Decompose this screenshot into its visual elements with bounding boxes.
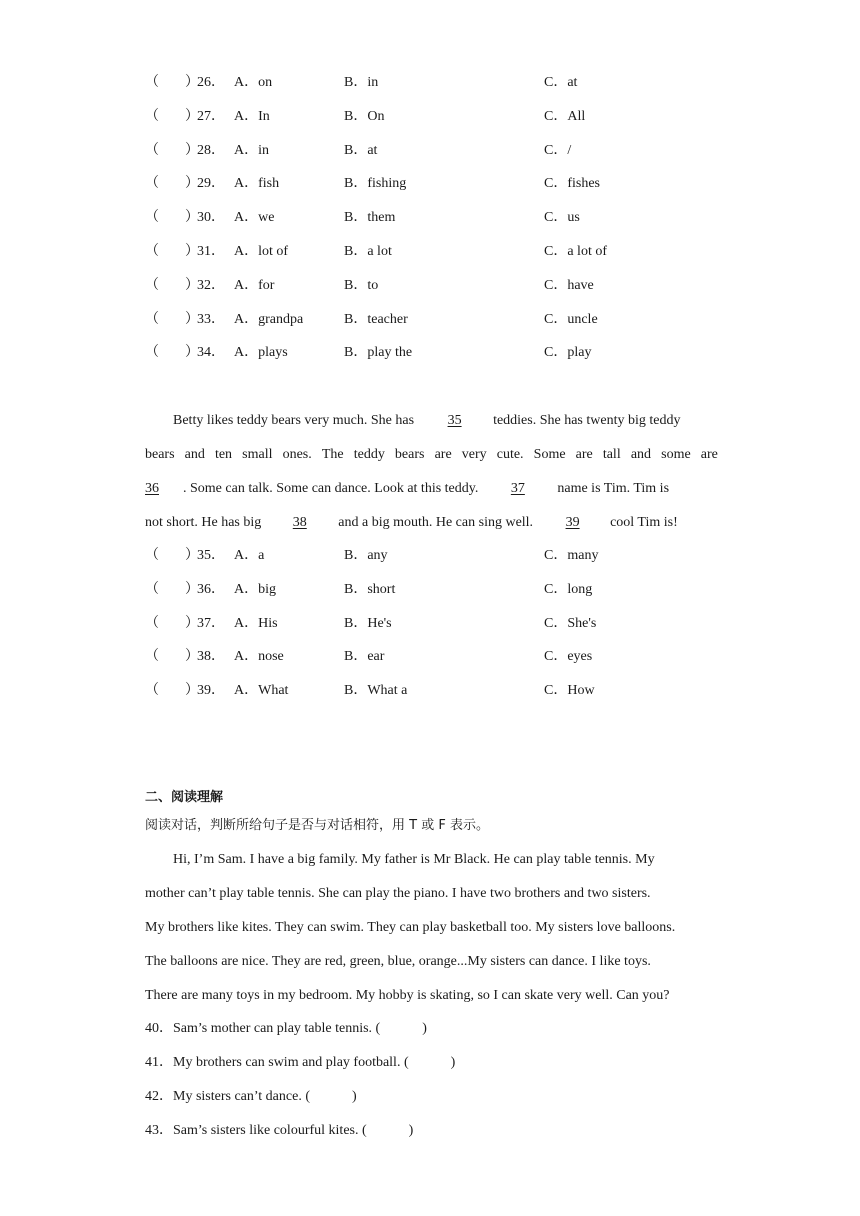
option-b: B．them — [344, 210, 396, 226]
answer-paren-close: ） — [185, 345, 199, 361]
option-c: C．uncle — [544, 311, 598, 327]
passage-word: cute. — [496, 447, 524, 462]
answer-paren-open: （ — [145, 108, 159, 124]
passage-word: are — [575, 447, 593, 462]
answer-paren-close: ） — [185, 176, 199, 192]
statement-42: 42．My sisters can’t dance. ( ) — [145, 1089, 357, 1104]
blank-38: 38 — [292, 515, 307, 530]
blank-35: 35 — [447, 413, 462, 428]
question-number: 32． — [197, 277, 225, 293]
passage-word: teddy — [353, 447, 385, 462]
answer-paren-open: （ — [145, 649, 159, 665]
option-a: A．His — [234, 615, 278, 631]
option-c: C．have — [544, 277, 594, 293]
option-a: A．we — [234, 210, 275, 226]
question-number: 38． — [197, 649, 225, 665]
option-a: A．on — [234, 75, 273, 90]
answer-paren-open: （ — [145, 75, 159, 90]
question-number: 35． — [197, 548, 225, 563]
passage-word: are — [700, 447, 718, 462]
passage-text: name is Tim. Tim is — [557, 481, 670, 496]
option-c: C．long — [544, 581, 593, 597]
answer-paren-close: ） — [185, 277, 199, 293]
passage-word: and — [184, 447, 205, 462]
answer-paren-open: （ — [145, 210, 159, 226]
question-number: 33． — [197, 311, 225, 327]
passage-text: teddies. She has twenty big teddy — [493, 413, 681, 428]
option-b: B．short — [344, 581, 396, 597]
passage-word: bears — [145, 447, 175, 462]
option-b: B．fishing — [344, 176, 407, 192]
passage-word: ones. — [282, 447, 312, 462]
question-number: 26． — [197, 75, 225, 90]
statement-43: 43．Sam’s sisters like colourful kites. ( ) — [145, 1123, 414, 1138]
answer-paren-close: ） — [185, 210, 199, 226]
answer-paren-open: （ — [145, 244, 159, 259]
reading-line-5: There are many toys in my bedroom. My hobby is skating, so I can skate very well. Can you? — [145, 988, 670, 1003]
statement-41: 41．My brothers can swim and play football. ( ) — [145, 1055, 456, 1070]
answer-paren-close: ） — [185, 142, 199, 158]
answer-paren-open: （ — [145, 683, 159, 699]
option-a: A．big — [234, 581, 276, 597]
option-c: C．/ — [544, 142, 572, 158]
passage-word: ten — [214, 447, 233, 462]
blank-37: 37 — [510, 481, 525, 496]
answer-paren-open: （ — [145, 615, 159, 631]
option-a: A．What — [234, 683, 289, 699]
passage-text: . Some can talk. Some can dance. Look at this teddy. — [183, 481, 479, 496]
option-a: A．grandpa — [234, 311, 304, 327]
answer-paren-close: ） — [185, 108, 199, 124]
option-c: C．eyes — [544, 649, 593, 665]
statement-40: 40．Sam’s mother can play table tennis. ( ) — [145, 1021, 427, 1036]
question-number: 28． — [197, 142, 225, 158]
option-b: B．any — [344, 548, 388, 563]
option-b: B．to — [344, 277, 379, 293]
question-number: 29． — [197, 176, 225, 192]
question-number: 34． — [197, 345, 225, 361]
passage-text: not short. He has big — [145, 515, 262, 530]
option-c: C．at — [544, 75, 578, 90]
section-title: 二、阅读理解 — [145, 790, 224, 805]
option-a: A．lot of — [234, 244, 289, 259]
passage-word: are — [434, 447, 452, 462]
passage-line-3 — [145, 479, 718, 499]
option-b: B．teacher — [344, 311, 408, 327]
answer-paren-close: ） — [185, 683, 199, 699]
passage-text: cool Tim is! — [610, 515, 678, 530]
option-a: A．In — [234, 108, 270, 124]
question-number: 31． — [197, 244, 225, 259]
reading-line-4: The balloons are nice. They are red, green, blue, orange...My sisters can dance. I like toys. — [145, 954, 651, 969]
answer-paren-close: ） — [185, 649, 199, 665]
answer-paren-open: （ — [145, 277, 159, 293]
option-a: A．for — [234, 277, 275, 293]
answer-paren-close: ） — [185, 548, 199, 563]
option-c: C．All — [544, 108, 586, 124]
answer-paren-open: （ — [145, 548, 159, 563]
option-c: C．many — [544, 548, 599, 563]
passage-word: small — [242, 447, 273, 462]
answer-paren-open: （ — [145, 581, 159, 597]
option-b: B．What a — [344, 683, 408, 699]
passage-word: tall — [602, 447, 621, 462]
section-instruction: 阅读对话，判断所给句子是否与对话相符，用 T 或 F 表示。 — [145, 818, 489, 833]
option-a: A．plays — [234, 345, 288, 361]
answer-paren-close: ） — [185, 311, 199, 327]
question-number: 36． — [197, 581, 225, 597]
option-c: C．us — [544, 210, 580, 226]
option-b: B．play the — [344, 345, 413, 361]
option-c: C．play — [544, 345, 592, 361]
passage-text: and a big mouth. He can sing well. — [338, 515, 534, 530]
answer-paren-open: （ — [145, 142, 159, 158]
blank-39: 39 — [565, 515, 580, 530]
passage-word: very — [461, 447, 487, 462]
option-b: B．at — [344, 142, 378, 158]
option-a: A．nose — [234, 649, 284, 665]
reading-line-2: mother can’t play table tennis. She can play the piano. I have two brothers and two sisters. — [145, 886, 651, 901]
reading-line-3: My brothers like kites. They can swim. They can play basketball too. My sisters love balloons. — [145, 920, 676, 935]
passage-word: Some — [533, 447, 566, 462]
question-number: 39． — [197, 683, 225, 699]
answer-paren-open: （ — [145, 345, 159, 361]
question-number: 37． — [197, 615, 225, 631]
answer-paren-open: （ — [145, 311, 159, 327]
option-b: B．ear — [344, 649, 385, 665]
option-b: B．a lot — [344, 244, 392, 259]
passage-word: The — [321, 447, 344, 462]
answer-paren-close: ） — [185, 615, 199, 631]
question-number: 30． — [197, 210, 225, 226]
blank-36: 36 — [145, 481, 159, 496]
passage-word: some — [661, 447, 691, 462]
passage-line-4 — [145, 513, 718, 533]
option-a: A．a — [234, 548, 265, 563]
reading-line-1: Hi, I’m Sam. I have a big family. My father is Mr Black. He can play table tennis. My — [173, 852, 655, 867]
answer-paren-open: （ — [145, 176, 159, 192]
passage-line-2 — [145, 445, 718, 465]
answer-paren-close: ） — [185, 244, 199, 259]
passage-text: Betty likes teddy bears very much. She has — [173, 413, 415, 428]
option-b: B．On — [344, 108, 385, 124]
question-number: 27． — [197, 108, 225, 124]
passage-word: and — [630, 447, 652, 462]
option-c: C．fishes — [544, 176, 600, 192]
passage-line-1 — [173, 411, 718, 431]
option-c: C．a lot of — [544, 244, 607, 259]
answer-paren-close: ） — [185, 75, 199, 90]
option-a: A．in — [234, 142, 269, 158]
option-c: C．She's — [544, 615, 597, 631]
option-b: B．in — [344, 75, 379, 90]
option-c: C．How — [544, 683, 595, 699]
option-a: A．fish — [234, 176, 280, 192]
option-b: B．He's — [344, 615, 392, 631]
passage-word: bears — [394, 447, 425, 462]
answer-paren-close: ） — [185, 581, 199, 597]
